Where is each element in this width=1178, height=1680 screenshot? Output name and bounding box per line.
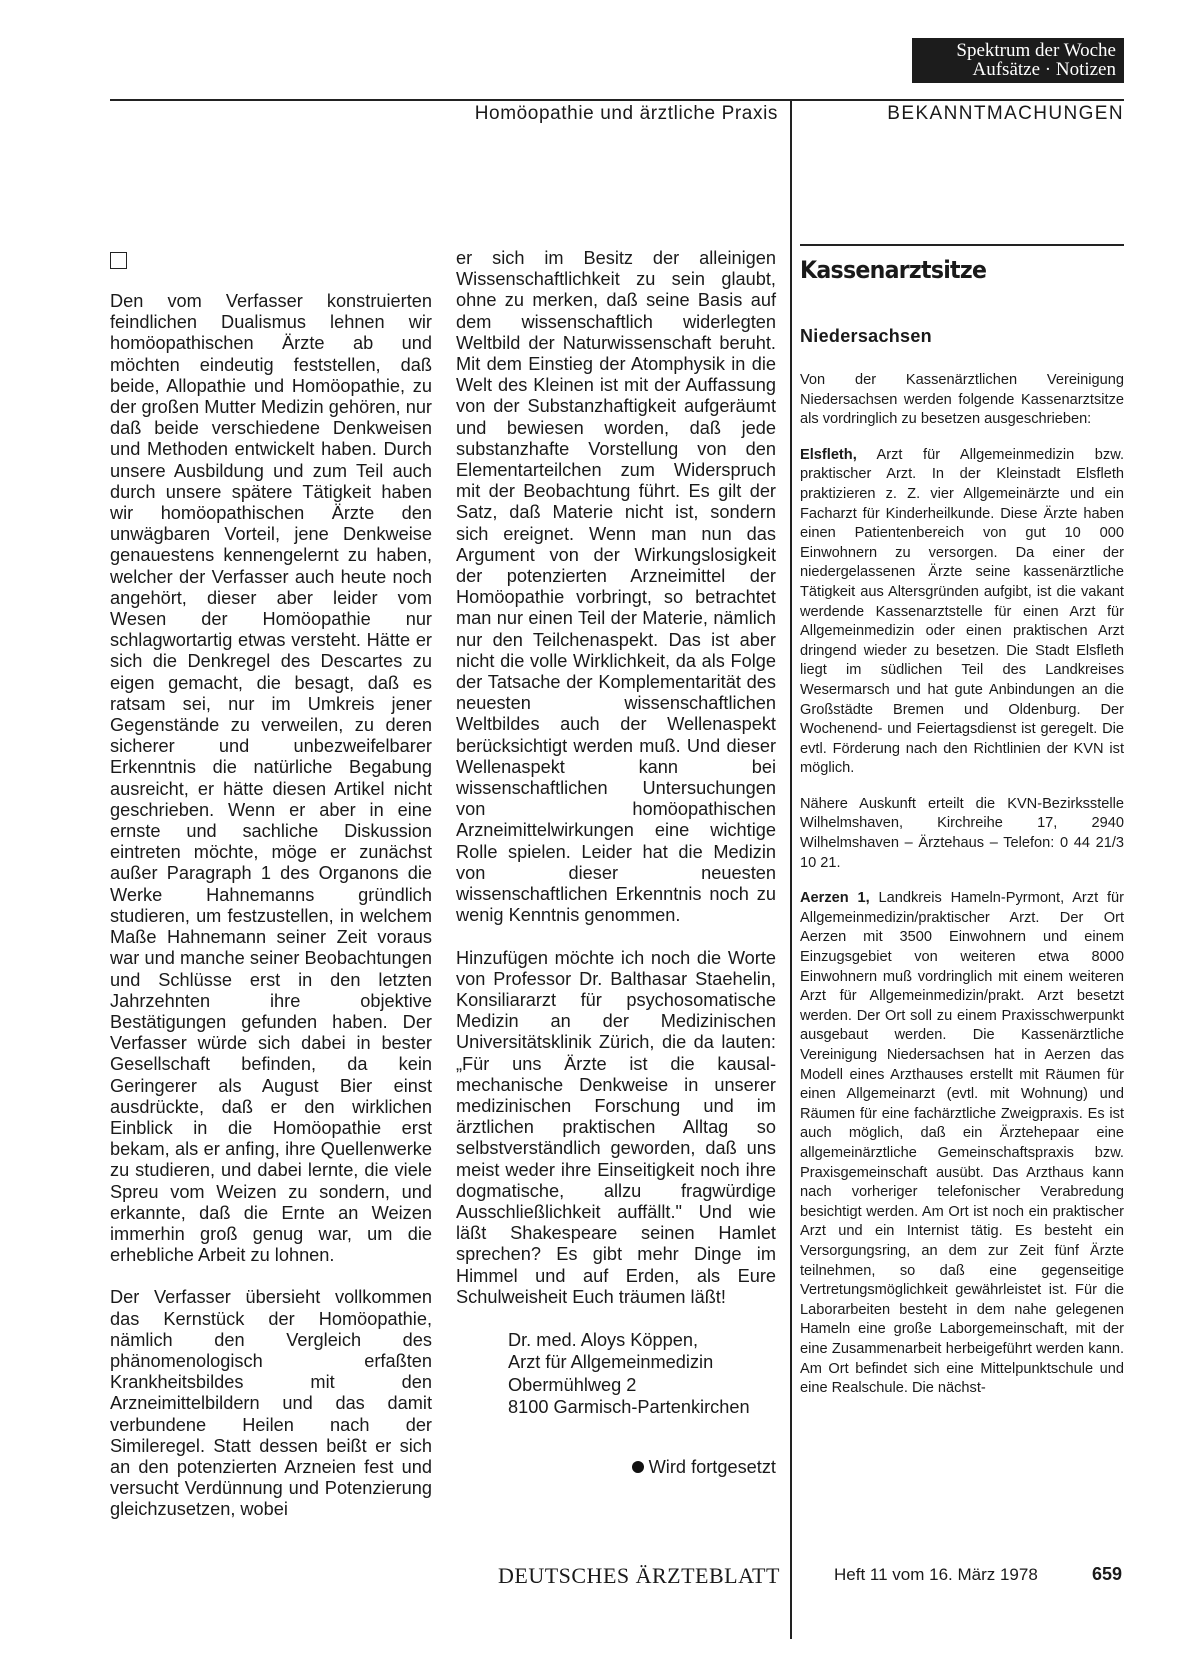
square-bullet-icon: [110, 252, 127, 269]
author-signature: [508, 1329, 776, 1419]
article-column-1: [110, 291, 432, 1542]
header-rule: [110, 99, 1124, 101]
author-name: Dr. med. Aloys Köppen,: [508, 1329, 699, 1350]
notice-text: Arzt für Allgemeinmedizin bzw. praktischer Arzt. In der Kleinstadt Elsfleth praktizieren z. Z. vier Allgemeinärzte und ein Facharzt für Kinderheilkunde. Diese Ärzte haben einen Patientenbereich von gut 10 000 Einwohnern zu versorgen. Da einer der niedergelassenen Ärzte seine kassenärztliche Tätigkeit aus Altersgründen aufgibt, ist die vakant werdende Kassenarztstelle für einen Arzt für Allgemeinmedizin oder einen praktischen Arzt dringend wieder zu besetzen. Die Stadt Elsfleth liegt im südlichen Teil des Landkreises Wesermarsch und hat gute Anbindungen an die Großstädte Bremen und Oldenburg. Der Wochenend- und Feiertagsdienst ist geregelt. Die evtl. Förderung nach den Richtlinien der KVN ist möglich.: [800, 446, 1124, 777]
author-title: Arzt für Allgemeinmedizin: [508, 1352, 714, 1373]
article-column-2: [456, 248, 776, 1478]
section-badge: [912, 38, 1124, 83]
page-number: 659: [1092, 1564, 1123, 1584]
notices-title: Kassenarztsitze: [800, 256, 987, 284]
continued-note: [456, 1457, 776, 1478]
author-city: 8100 Garmisch-Partenkirchen: [508, 1397, 750, 1418]
notice-text: Landkreis Hameln-Pyrmont, Arzt für Allgemeinmedizin/praktischer Arzt. Der Ort Aerzen mit 3500 Einwohnern und einem Einzugsgebiet von weiteren etwa 8000 Einwohnern muß vordringlich mit einem weiteren Arzt für Allgemeinmedizin/prakt. Arzt besetzt werden. Der Ort soll zu einem Praxisschwerpunkt ausgebaut werden. Die Kassenärztliche Vereinigung Niedersachsen hat in Aerzen das Modell eines Arzthauses erstellt mit Räumen für einen Allgemeinarzt (evtl. mit Wohnung) und Räumen für eine fachärztliche Zweigpraxis. Es ist auch möglich, daß ein Ärztehepaar eine allgemeinärztliche Gemeinschaftspraxis bzw. Praxisgemeinschaft ausübt. Das Arzthaus kann nach vorheriger telefonischer Verabredung besichtigt werden. Am Ort ist noch ein praktischer Arzt und ein Internist tätig. Es besteht ein Versorgungsring, an dem zur Zeit fünf Ärzte teilnehmen, so daß eine gegenseitige Vertretungsmöglichkeit gewährleistet ist. Für die Laborarbeiten besteht in dem nahe gelegenen Hameln eine große Laborgemeinschaft, mit der eine Zusammenarbeit herbeigeführt werden kann. Am Ort befindet sich eine Mittelpunktschule und eine Realschule. Die nächst-: [800, 890, 1124, 1397]
notices-rule: [800, 244, 1124, 246]
badge-line-2: Aufsätze · Notizen: [972, 59, 1116, 80]
notice-heading: Aerzen 1,: [800, 890, 870, 907]
notices-column: [800, 371, 1124, 1415]
article-paragraph: Den vom Verfasser konstruierten feindlichen Dualismus lehnen wir homöopathischen Ärzte ab und möchten eindeutig feststellen, daß beide, Allopathie und Homöopathie, zu der großen Mutter Medizin gehören, nur daß beide verschiedene Denkweisen und Methoden entwickelt haben. Durch unsere Ausbildung und zum Teil auch durch unsere spätere Tätigkeit haben wir homöopathischen Ärzte den unwägbaren Vorteil, jene Denkweise genauestens kennengelernt zu haben, welcher der Verfasser auch heute noch angehört, dieser aber leider vom Wesen der Homöopathie nur schlagwortartig etwas versteht. Hätte er sich die Denkregel des Descartes zu eigen gemacht, die besagt, daß es ratsam sei, nur im Umkreis jener Gegenstände zu verweilen, zu deren sicherer und unbezweifelbarer Erkenntnis die natürliche Begabung ausreicht, er hätte diesen Artikel nicht geschrieben. Wenn er aber in eine ernste und sachliche Diskussion eintreten möchte, möge er zunächst außer Paragraph 1 des Organons die Werke Hahnemanns gründlich studieren, um festzustellen, in welchem Maße Hahnemann seiner Zeit voraus war und manche seiner Beobachtungen und Schlüsse erst in den letzten Jahrzehnten ihre objektive Bestätigungen gefunden haben. Der Verfasser würde sich dabei in bester Gesellschaft befinden, da kein Geringerer als August Bier einst ausdrückte, daß er den wirklichen Einblick in die Homöopathie erst bekam, als er anfing, ihre Quellenwerke zu studieren, und dabei lernte, die viele Spreu vom Weizen zu sondern, und erkannte, daß die Ernte an Weizen immerhin groß genug war, um die erhebliche Arbeit zu lohnen.: [110, 291, 432, 1266]
article-section-title: Homöopathie und ärztliche Praxis: [474, 103, 778, 124]
notice-aerzen: [800, 889, 1124, 1398]
notices-section-title: BEKANNTMACHUNGEN: [887, 103, 1124, 124]
issue-info: Heft 11 vom 16. März 1978: [834, 1565, 1038, 1584]
article-paragraph: Hinzufügen möchte ich noch die Worte von Professor Dr. Balthasar Staehelin, Konsiliararzt für psychosomatische Medizin an der Medizinischen Universitätsklinik Zürich, die da lauten: „Für uns Ärzte ist die kausal-mechanische Denkweise in unserer medizinischen Forschung und im ärztlichen praktischen Alltag so selbstverständlich geworden, daß uns meist weder ihre Einseitigkeit noch ihre dogmatische, allzu fragwürdige Ausschließlichkeit auffällt." Und wie läßt Shakespeare seinen Hamlet sprechen? Es gibt mehr Dinge im Himmel und auf Erden, als Eure Schulweisheit Euch träumen läßt!: [456, 947, 776, 1307]
continued-label: Wird fortgesetzt: [648, 1456, 776, 1477]
notice-contact: Nähere Auskunft erteilt die KVN-Bezirksstelle Wilhelmshaven, Kirchreihe 17, 2940 Wilhelmshaven – Ärztehaus – Telefon: 0 44 21/3 10 21.: [800, 795, 1124, 871]
bullet-dot-icon: [632, 1461, 644, 1473]
column-divider: [790, 99, 792, 1639]
badge-line-1: Spektrum der Woche: [956, 40, 1116, 61]
notices-intro: Von der Kassenärztlichen Vereinigung Niedersachsen werden folgende Kassenarztsitze als vordringlich zu besetzen ausgeschrieben:: [800, 372, 1124, 428]
notice-elsfleth: [800, 446, 1124, 779]
notice-heading: Elsfleth,: [800, 446, 857, 463]
notices-region: Niedersachsen: [800, 326, 932, 346]
article-paragraph: er sich im Besitz der alleinigen Wissenschaftlichkeit zu sein glaubt, ohne zu merken, daß seine Basis auf dem wissenschaftlich widerlegten Weltbild der Naturwissenschaft beruht. Mit dem Einstieg der Atomphysik in die Welt des Kleinen ist mit der Auffassung von der Substanzhaftigkeit aufgeräumt und bewiesen worden, daß jede substanzhafte Vorstellung von den Elementarteilchen zum Widerspruch mit der Beobachtung führt. Es gilt der Satz, daß Materie nicht ist, sondern sich ereignet. Wenn man nun das Argument von der Wirkungslosigkeit der potenzierten Arzneimittel der Homöopathie vorbringt, so betrachtet man nur einen Teil der Materie, nämlich nur den Teilchenaspekt. Das ist aber nicht die volle Wirklichkeit, da als Folge der Tatsache der Komplementarität des neuesten wissenschaftlichen Weltbildes auch der Wellenaspekt berücksichtigt werden muß. Und dieser Wellenaspekt kann bei wissenschaftlichen Untersuchungen von homöopathischen Arzneimittelwirkungen eine wichtige Rolle spielen. Leider hat die Medizin von dieser neuesten wissenschaftlichen Erkenntnis noch zu wenig Kenntnis genommen.: [456, 248, 776, 926]
journal-title: DEUTSCHES ÄRZTEBLATT: [498, 1563, 780, 1588]
author-street: Obermühlweg 2: [508, 1374, 637, 1395]
article-paragraph: Der Verfasser übersieht vollkommen das Kernstück der Homöopathie, nämlich den Vergleich des phänomenologisch erfaßten Krankheitsbildes mit den Arzneimittelbildern und das damit verbundene Heilen nach der Simileregel. Statt dessen beißt er sich an den potenzierten Arzneien fest und versucht Verdünnung und Potenzierung gleichzusetzen, wobei: [110, 1287, 432, 1520]
